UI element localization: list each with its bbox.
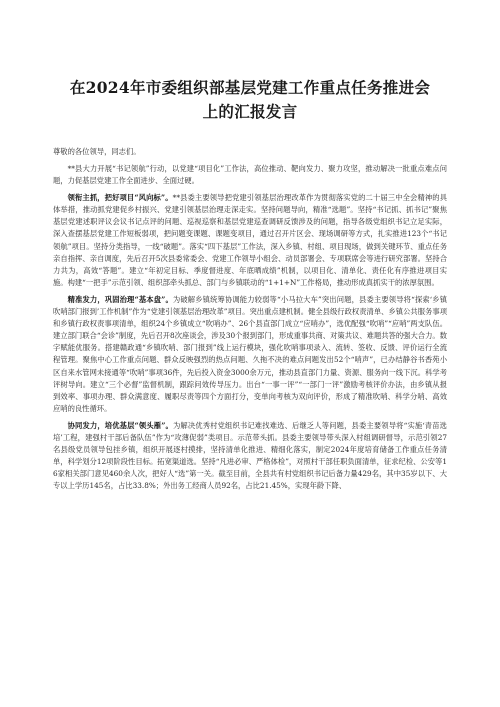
- title-line-1: 在2024年市委组织部基层党建工作重点任务推进会: [69, 78, 431, 97]
- paragraph-intro: [53, 163, 447, 187]
- paragraph-section-3: [53, 420, 447, 493]
- paragraph-section-1: [53, 192, 447, 289]
- paragraph-lead: 精准发力，巩固治理“基本盘”。: [67, 294, 173, 304]
- paragraph-lead: 协同发力，培优基层“领头雁”。: [67, 420, 173, 430]
- title-line-2: 上的汇报发言: [202, 102, 298, 121]
- paragraph-section-2: [53, 294, 447, 415]
- paragraph-lead: 领衔主抓，把好项目“风向标”。: [67, 193, 173, 203]
- paragraph-text: **县委主要领导把党建引领基层治理改革作为贯彻落实党的二十届三中全会精神的具体举措，推动抓党建促乡村振兴、党建引领基层治理走深走实。坚持问题导向，精准“选题”。坚持“书记抓、抓书记”聚焦基层党建述职评议会议书记点评的问题、巡视巡察和基层党建巡查调研反馈涉及的问题，指导各级党组织书记立足实际，深入查摆基层党建工作短板弱项，把问题变课题、课题变项目，通过召开片区会、现场调研等方式，扎实推进123个“书记领航”项目。坚持分类指导，一线“破题”。落实“四下基层”工作法，深入乡镇、村组、项目现场，做到关键环节、重点任务亲自指挥、亲自调度，先后召开5次县委常委会、党建工作领导小组会、动员部署会、专项联席会等进行研究部署。坚持合力共为，高效“答题”。建立“年初定目标、季度督进度、年底晒成绩”机制，以项目化、清单化、责任化有序推进项目实施。构建“一把手”示范引领、组织部牵头抓总、部门与乡镇联动的“1+1+N”工作格局，推动形成真抓实干的浓厚氛围。: [53, 193, 447, 287]
- paragraph-text: 为破解乡镇统筹协调能力较弱等“小马拉大车”突出问题，县委主要领导将“探索‘乡镇吹哨部门报到’工作机制”作为“党建引领基层治理改革”项目。突出重点建机制。健全县级行政权责清单、乡镇公共服务事项和乡镇行政权责事项清单，组织24个乡镇成立“吹哨办”、26个县直部门成立“应哨办”，选优配强“吹哨”“应哨”两支队伍。建立部门联合“会诊”制度，先后召开8次座谈会，涉及30个报到部门，形成重事共商、对策共议、难题共答的强大合力。数字赋能优服务。搭建赣政通“乡镇吹哨、部门报到”线上运行模块，强化吹哨事项录入、流转、签收、反馈、评价运行全流程管理。聚焦中心工作重点问题、群众反映强烈的热点问题、久拖不决的难点问题发出52个“哨声”，已办结静谷书香苑小区自来水管网未接通等“吹哨”事项36件，先后投入资金3000余万元，推动县直部门力量、资源、服务向一线下沉。科学考评树导向。建立“三个必督”监督机制，跟踪问效传导压力。出台“一事一评”“一部门一评”激励考核评价办法，由乡镇从报到效率、事项办理、群众满意度、履职尽责等四个方面打分，变单向考核为双向评价，形成了精准吹哨、科学分哨、高效应哨的良性循环。: [53, 294, 447, 413]
- paragraph-text: 为解决优秀村党组织书记难找难选、后继乏人等问题，县委主要领导将“实施‘青苗选培’工程，建强村干部后备队伍”作为“攻薄促弱”类项目。示范带头抓。县委主要领导带头深入村组调研督导，示范引领27名县级党员领导包挂乡镇，组织开展逐村摸排，坚持清单化推进、精细化落实，制定2024年度培育储备工作重点任务清单，科学划分12项阶段性目标。拓宽渠道选。坚持“凡进必审、严格体检”，对照村干部任职负面清单，征求纪检、公安等16家相关部门意见460余人次，把好人“选”第一关。截至目前，全县共有村党组织书记后备力量429名，其中35岁以下、大专以上学历145名，占比33.8%；外出务工经商人员92名，占比21.45%，实现年龄下降、: [53, 420, 447, 491]
- document-title: [53, 76, 447, 124]
- paragraph-text: **县大力开展“书记领航”行动，以党建“项目化”工作法，高位推动、靶向发力、聚力攻坚，推动解决一批重点难点问题，力促基层党建工作全面进步、全面过硬。: [53, 164, 447, 186]
- document-body: [53, 146, 447, 492]
- salutation: 尊敬的各位领导，同志们。: [53, 147, 141, 156]
